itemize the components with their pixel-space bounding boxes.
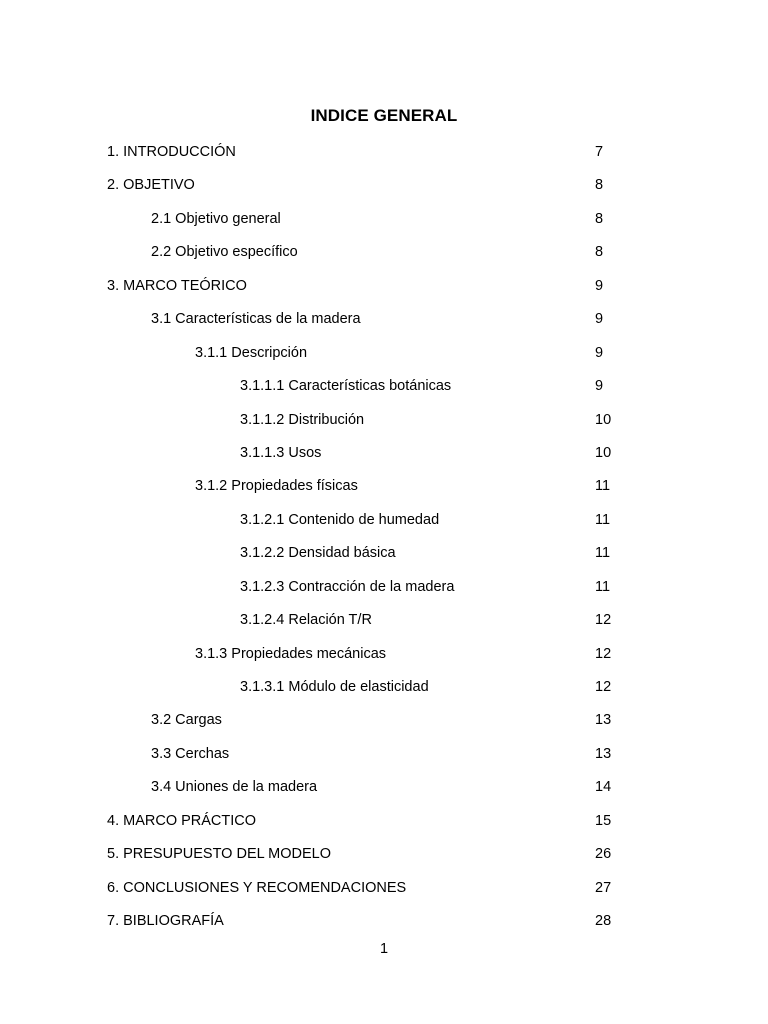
toc-entry bbox=[0, 241, 768, 274]
toc-entry-label: 3.1 Características de la madera bbox=[151, 311, 361, 328]
toc-entry bbox=[0, 676, 768, 709]
toc-entry bbox=[0, 743, 768, 776]
toc-entry bbox=[0, 643, 768, 676]
toc-entry-label: 3.1.2.2 Densidad básica bbox=[240, 545, 396, 562]
toc-entry-page: 9 bbox=[595, 344, 604, 361]
toc-entry-label: 3.1.2 Propiedades físicas bbox=[195, 478, 358, 495]
toc-entry-page: 8 bbox=[595, 244, 604, 261]
toc-entry bbox=[0, 342, 768, 375]
toc-entry-label: 3.1.1 Descripción bbox=[195, 344, 308, 361]
toc-entry-page: 7 bbox=[595, 144, 604, 160]
toc-entry bbox=[0, 275, 768, 308]
toc-entry-label: 3. MARCO TEÓRICO bbox=[107, 277, 247, 294]
toc-entry-label: 3.4 Uniones de la madera bbox=[151, 779, 318, 796]
toc-entry bbox=[0, 409, 768, 442]
toc-entry bbox=[0, 174, 768, 207]
toc-entry-label: 3.1.2.3 Contracción de la madera bbox=[240, 578, 455, 595]
toc-entry bbox=[0, 542, 768, 575]
toc-entry bbox=[0, 509, 768, 542]
toc-entry-page: 13 bbox=[595, 745, 612, 762]
toc-entry-page: 13 bbox=[595, 712, 612, 729]
toc-entry-page: 11 bbox=[595, 545, 611, 562]
toc-entry bbox=[0, 576, 768, 609]
toc-entry-page: 15 bbox=[595, 812, 612, 829]
toc-entry-label: 3.2 Cargas bbox=[151, 712, 222, 729]
toc-entry-label: 3.3 Cerchas bbox=[151, 745, 230, 762]
toc-entry-label: 3.1.1.1 Características botánicas bbox=[240, 378, 452, 395]
toc-entry bbox=[0, 475, 768, 508]
toc-entry-label: 4. MARCO PRÁCTICO bbox=[107, 812, 257, 829]
toc-entry-page: 8 bbox=[595, 210, 604, 227]
toc-entry bbox=[0, 810, 768, 843]
toc-entry-label: 3.1.3.1 Módulo de elasticidad bbox=[240, 679, 429, 695]
toc-entry-page: 14 bbox=[595, 779, 612, 796]
toc-entry bbox=[0, 208, 768, 241]
toc-entry-page: 11 bbox=[595, 511, 611, 528]
toc-entry bbox=[0, 375, 768, 408]
toc-entry bbox=[0, 877, 768, 910]
toc-entry bbox=[0, 709, 768, 742]
toc-entry bbox=[0, 308, 768, 341]
toc-entry-label: 3.1.2.4 Relación T/R bbox=[240, 612, 372, 629]
toc-entry-label: 1. INTRODUCCIÓN bbox=[107, 144, 236, 160]
toc-entry-label: 3.1.3 Propiedades mecánicas bbox=[195, 645, 387, 662]
toc-entry-label: 2.2 Objetivo específico bbox=[151, 244, 298, 261]
table-of-contents bbox=[0, 141, 768, 944]
toc-entry-page: 11 bbox=[595, 578, 611, 595]
toc-entry-page: 9 bbox=[595, 311, 604, 328]
toc-entry-label: 3.1.1.2 Distribución bbox=[240, 411, 365, 428]
toc-entry-label: 2. OBJETIVO bbox=[107, 177, 195, 194]
toc-entry-page: 9 bbox=[595, 277, 604, 294]
toc-entry bbox=[0, 609, 768, 642]
toc-entry-page: 10 bbox=[595, 444, 612, 461]
toc-entry-label: 6. CONCLUSIONES Y RECOMENDACIONES bbox=[107, 879, 407, 896]
toc-entry-label: 2.1 Objetivo general bbox=[151, 210, 281, 227]
toc-entry-page: 10 bbox=[595, 411, 612, 428]
toc-entry-page: 12 bbox=[595, 645, 612, 662]
toc-entry-page: 11 bbox=[595, 478, 611, 495]
toc-entry bbox=[0, 442, 768, 475]
toc-entry-page: 12 bbox=[595, 679, 612, 695]
toc-entry-page: 26 bbox=[595, 846, 612, 863]
toc-entry-page: 28 bbox=[595, 913, 612, 930]
toc-entry-page: 9 bbox=[595, 378, 604, 395]
toc-entry bbox=[0, 843, 768, 876]
toc-entry-label: 3.1.1.3 Usos bbox=[240, 444, 322, 461]
document-title: INDICE GENERAL bbox=[310, 106, 458, 125]
page-number: 1 bbox=[379, 941, 389, 957]
toc-entry bbox=[0, 910, 768, 943]
toc-entry-page: 12 bbox=[595, 612, 612, 629]
toc-entry-label: 3.1.2.1 Contenido de humedad bbox=[240, 511, 440, 528]
toc-entry-page: 27 bbox=[595, 879, 612, 896]
toc-entry bbox=[0, 776, 768, 809]
toc-entry-page: 8 bbox=[595, 177, 604, 194]
toc-entry-label: 5. PRESUPUESTO DEL MODELO bbox=[107, 846, 332, 863]
toc-entry bbox=[0, 141, 768, 174]
toc-entry-label: 7. BIBLIOGRAFÍA bbox=[107, 913, 224, 930]
